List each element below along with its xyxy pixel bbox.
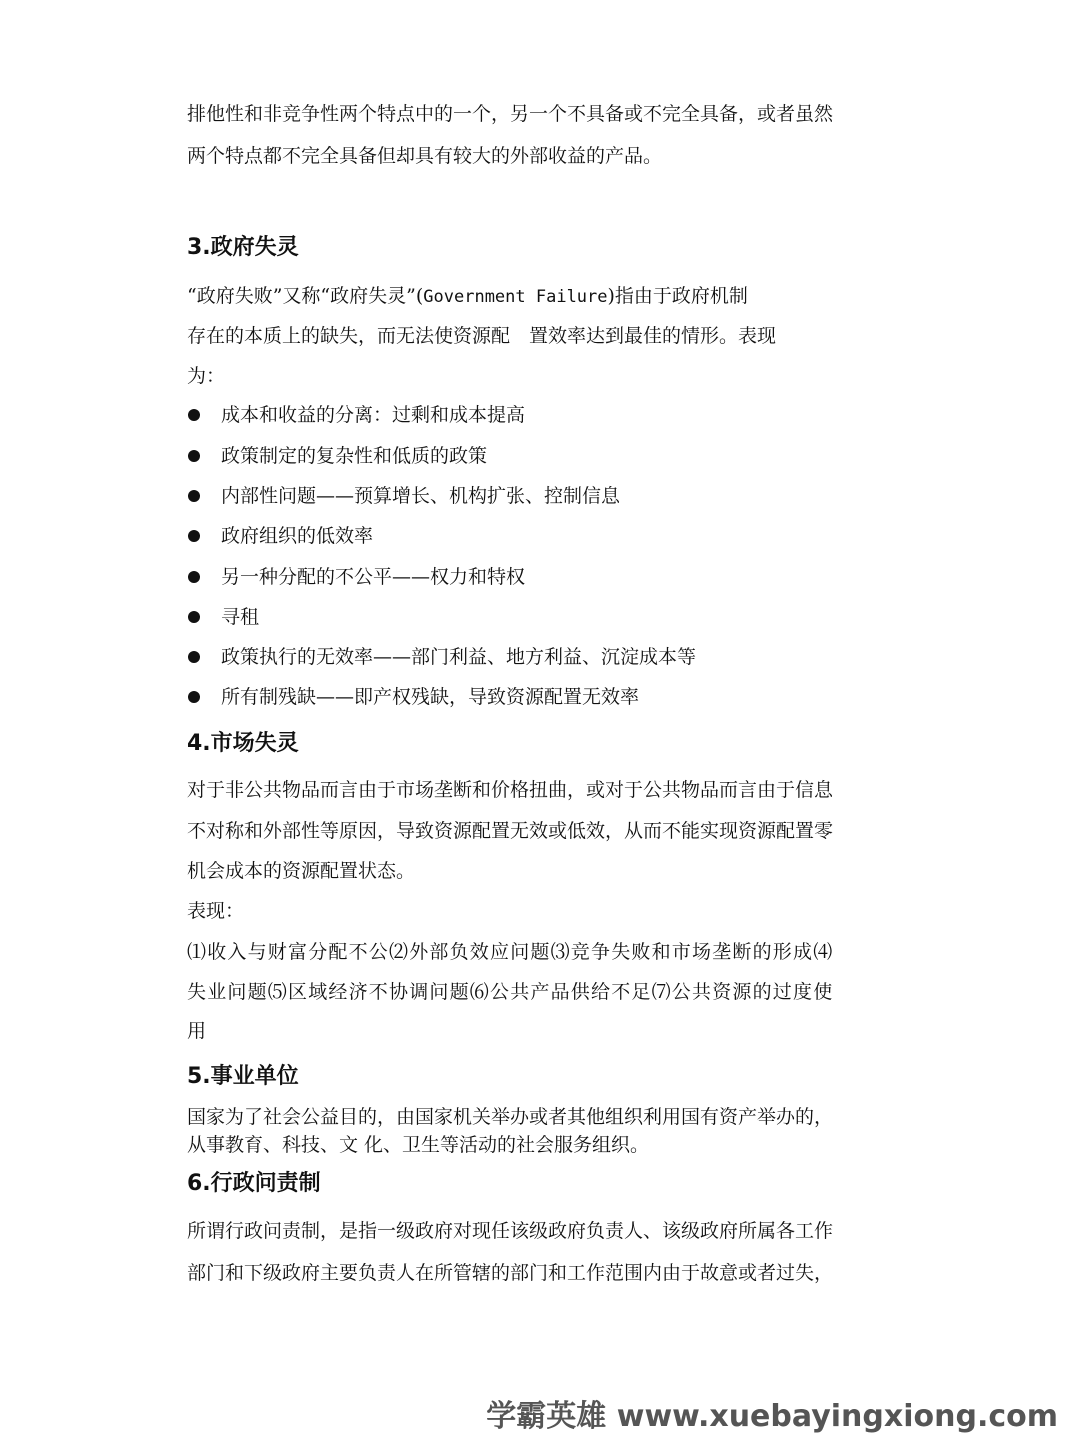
bullet-icon	[188, 571, 200, 583]
list-item: 内部性问题——预算增长、机构扩张、控制信息	[221, 485, 621, 507]
section-4-line-3: 机会成本的资源配置状态。	[187, 860, 416, 882]
list-item: 另一种分配的不公平——权力和特权	[221, 566, 526, 588]
bullet-icon	[188, 651, 200, 663]
site-watermark: 学霸英雄 www.xuebayingxiong.com	[486, 1399, 1058, 1434]
list-item: 成本和收益的分离：过剩和成本提高	[221, 404, 526, 426]
section-4-heading: 4.市场失灵	[187, 731, 299, 756]
section-6-line-2: 部门和下级政府主要负责人在所管辖的部门和工作范围内由于故意或者过失，	[187, 1262, 834, 1284]
intro-line-1: 排他性和非竞争性两个特点中的一个，另一个不具备或不完全具备，或者虽然	[187, 103, 834, 125]
section-5-heading: 5.事业单位	[187, 1064, 299, 1089]
bullet-icon	[188, 691, 200, 703]
section-4-line-7: 用	[187, 1020, 207, 1042]
section-4-line-5: ⑴收入与财富分配不公⑵外部负效应问题⑶竞争失败和市场垄断的形成⑷	[187, 941, 834, 963]
bullet-icon	[188, 490, 200, 502]
bullet-icon	[188, 530, 200, 542]
list-item: 所有制残缺——即产权残缺，导致资源配置无效率	[221, 686, 640, 708]
section-3-heading: 3.政府失灵	[187, 235, 299, 260]
section-3-line-1	[187, 285, 748, 308]
list-item: 政府组织的低效率	[221, 525, 374, 547]
intro-line-2: 两个特点都不完全具备但却具有较大的外部收益的产品。	[187, 145, 663, 167]
section-4-line-1: 对于非公共物品而言由于市场垄断和价格扭曲，或对于公共物品而言由于信息	[187, 779, 834, 801]
section-6-heading: 6.行政问责制	[187, 1171, 321, 1196]
section-3-line-2: 存在的本质上的缺失，而无法使资源配 置效率达到最佳的情形。表现	[187, 325, 777, 347]
section-4-line-6: 失业问题⑸区域经济不协调问题⑹公共产品供给不足⑺公共资源的过度使	[187, 981, 834, 1003]
section-3-term: Government Failure	[423, 287, 608, 307]
section-5-line-2: 从事教育、科技、文 化、卫生等活动的社会服务组织。	[187, 1134, 650, 1156]
bullet-icon	[188, 611, 200, 623]
bullet-icon	[188, 409, 200, 421]
section-3-line-1-c: )指由于政府机制	[607, 285, 748, 307]
section-3-line-3: 为：	[187, 365, 226, 387]
list-item: 政策制定的复杂性和低质的政策	[221, 445, 488, 467]
section-4-line-4: 表现：	[187, 900, 245, 922]
list-item: 政策执行的无效率——部门利益、地方利益、沉淀成本等	[221, 646, 697, 668]
section-3-line-1-a: “政府失败”又称“政府失灵”(	[187, 285, 424, 307]
list-item: 寻租	[221, 606, 260, 628]
section-4-line-2: 不对称和外部性等原因，导致资源配置无效或低效，从而不能实现资源配置零	[187, 820, 834, 842]
section-5-line-1: 国家为了社会公益目的，由国家机关举办或者其他组织利用国有资产举办的，	[187, 1106, 834, 1128]
bullet-icon	[188, 450, 200, 462]
section-6-line-1: 所谓行政问责制，是指一级政府对现任该级政府负责人、该级政府所属各工作	[187, 1220, 834, 1242]
